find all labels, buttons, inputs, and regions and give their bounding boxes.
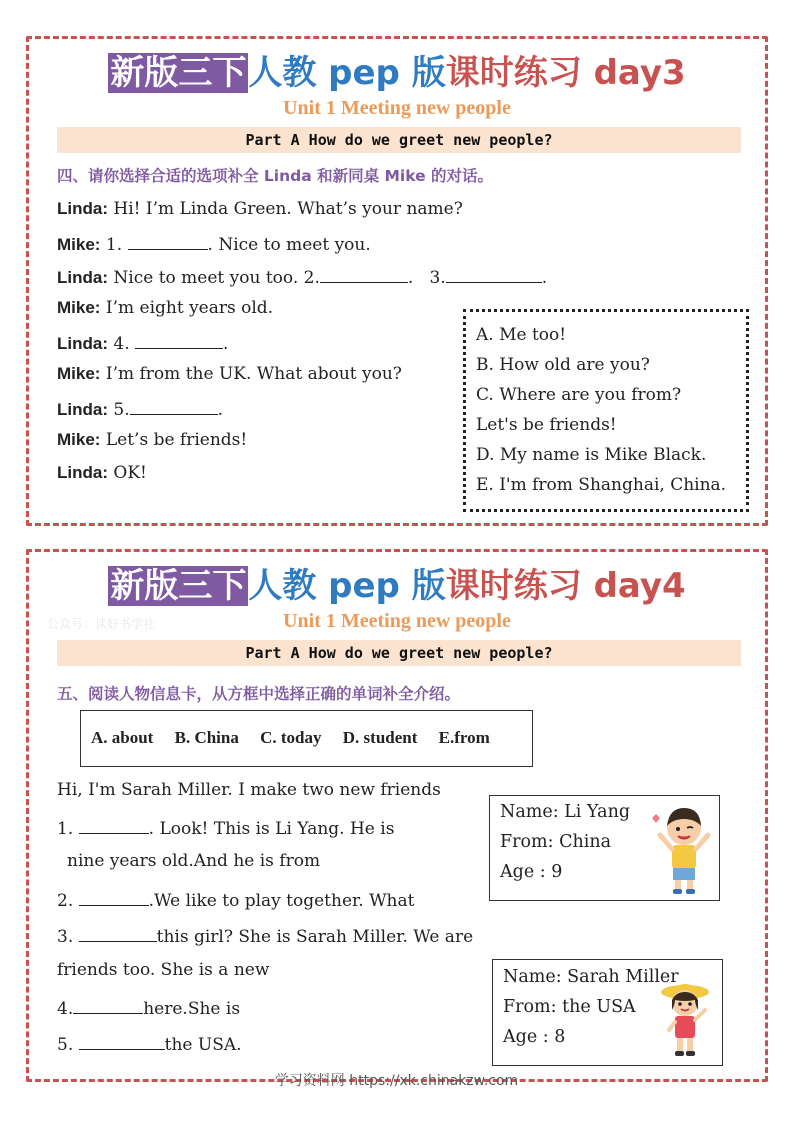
line-text: I’m eight years old. bbox=[105, 298, 274, 318]
line-text: 1. bbox=[105, 235, 123, 255]
info-card-li-yang bbox=[489, 795, 720, 901]
options-box bbox=[463, 309, 749, 512]
dialogue-line bbox=[57, 430, 247, 450]
answer-blank-3[interactable] bbox=[446, 265, 542, 283]
line-text: 5. bbox=[113, 400, 130, 420]
option-item: E. I'm from Shanghai, China. bbox=[476, 475, 727, 495]
dialogue-line bbox=[57, 265, 547, 288]
speaker: Mike: bbox=[57, 364, 101, 383]
info-name: Name: Sarah Miller bbox=[503, 967, 679, 987]
line-text: 2. bbox=[57, 891, 74, 911]
option-item: A. Me too! bbox=[476, 325, 567, 345]
line-text: Let’s be friends! bbox=[105, 430, 248, 450]
dialogue-line bbox=[57, 331, 228, 354]
line-text: 5. bbox=[57, 1035, 74, 1055]
speaker: Linda: bbox=[57, 268, 108, 287]
line-text: OK! bbox=[113, 463, 147, 483]
line-text: . bbox=[217, 400, 224, 420]
passage-line bbox=[57, 996, 240, 1019]
word-option: D. student bbox=[342, 728, 418, 747]
line-text: . 3. bbox=[407, 268, 446, 288]
option-item: Let's be friends! bbox=[476, 415, 617, 435]
day4-card bbox=[26, 549, 768, 1082]
answer-blank-5[interactable] bbox=[79, 1032, 165, 1050]
info-from: From: the USA bbox=[503, 997, 636, 1017]
boy-illustration-icon bbox=[648, 802, 716, 896]
line-text: . bbox=[223, 334, 229, 354]
answer-blank-2[interactable] bbox=[79, 888, 149, 906]
title-highlight: 新版三下 bbox=[110, 53, 247, 93]
speaker: Linda: bbox=[57, 199, 108, 218]
info-from: From: China bbox=[500, 832, 612, 852]
exercise-instruction: 四、请你选择合适的选项补全 Linda 和新同桌 Mike 的对话。 bbox=[57, 167, 494, 185]
line-text: this girl? She is Sarah Miller. We are bbox=[156, 927, 474, 947]
line-text: I’m from the UK. What about you? bbox=[105, 364, 402, 384]
title-edition: 人教 pep 版 bbox=[248, 53, 446, 93]
answer-blank-4[interactable] bbox=[73, 996, 143, 1014]
passage-line bbox=[57, 924, 473, 947]
unit-heading: Unit 1 Meeting new people bbox=[283, 97, 511, 119]
dialogue-line bbox=[57, 364, 402, 384]
info-age: Age : 9 bbox=[500, 862, 563, 882]
footer-watermark: 学习资料网 https://xk.chinakzw.com bbox=[274, 1073, 519, 1089]
answer-blank-5[interactable] bbox=[130, 397, 218, 415]
watermark-text: 公众号：读好书学社 bbox=[47, 617, 156, 631]
line-text: Hi! I’m Linda Green. What’s your name? bbox=[113, 199, 463, 219]
speaker: Mike: bbox=[57, 298, 101, 317]
day3-title bbox=[29, 51, 765, 95]
speaker: Linda: bbox=[57, 463, 108, 482]
option-item: C. Where are you from? bbox=[476, 385, 682, 405]
answer-blank-3[interactable] bbox=[79, 924, 157, 942]
part-heading: Part A How do we greet new people? bbox=[57, 640, 741, 666]
dialogue-line bbox=[57, 397, 223, 420]
girl-illustration-icon bbox=[655, 978, 717, 1062]
speaker: Mike: bbox=[57, 235, 101, 254]
unit-heading: Unit 1 Meeting new people bbox=[283, 610, 511, 632]
answer-blank-1[interactable] bbox=[79, 816, 149, 834]
passage-line bbox=[57, 888, 414, 911]
word-option: B. China bbox=[174, 728, 239, 747]
day3-card bbox=[26, 36, 768, 526]
answer-blank-4[interactable] bbox=[135, 331, 223, 349]
speaker: Mike: bbox=[57, 430, 101, 449]
dialogue-line bbox=[57, 463, 147, 483]
dialogue-line bbox=[57, 232, 371, 255]
answer-blank-2[interactable] bbox=[320, 265, 408, 283]
line-text: . Nice to meet you. bbox=[207, 235, 371, 255]
line-text: the USA. bbox=[164, 1035, 242, 1055]
line-text: 1. bbox=[57, 819, 74, 839]
info-name: Name: Li Yang bbox=[500, 802, 631, 822]
passage-line: nine years old.And he is from bbox=[67, 851, 321, 871]
speaker: Linda: bbox=[57, 334, 108, 353]
info-age: Age : 8 bbox=[503, 1027, 566, 1047]
line-text: 4. bbox=[113, 334, 130, 354]
day4-title bbox=[29, 564, 765, 608]
line-text: here.She is bbox=[143, 999, 241, 1019]
line-text: 3. bbox=[57, 927, 74, 947]
title-lesson: 课时练习 day3 bbox=[445, 53, 686, 93]
passage-line bbox=[57, 1032, 242, 1055]
info-card-sarah-miller bbox=[492, 959, 723, 1066]
exercise-instruction: 五、阅读人物信息卡，从方框中选择正确的单词补全介绍。 bbox=[57, 685, 461, 703]
word-option: A. about bbox=[91, 728, 154, 747]
dialogue-line bbox=[57, 298, 273, 318]
word-bank bbox=[80, 710, 533, 767]
passage-line: friends too. She is a new bbox=[57, 960, 270, 980]
speaker: Linda: bbox=[57, 400, 108, 419]
title-lesson: 课时练习 day4 bbox=[445, 566, 686, 606]
option-item: B. How old are you? bbox=[476, 355, 650, 375]
title-highlight: 新版三下 bbox=[110, 566, 247, 606]
line-text: Nice to meet you too. 2. bbox=[113, 268, 320, 288]
option-item: D. My name is Mike Black. bbox=[476, 445, 707, 465]
line-text: . Look! This is Li Yang. He is bbox=[148, 819, 395, 839]
answer-blank-1[interactable] bbox=[128, 232, 208, 250]
dialogue-line bbox=[57, 199, 463, 219]
title-edition: 人教 pep 版 bbox=[248, 566, 446, 606]
passage-line bbox=[57, 816, 394, 839]
line-text: 4. bbox=[57, 999, 74, 1019]
passage-line: Hi, I'm Sarah Miller. I make two new friends bbox=[57, 780, 441, 800]
line-text: .We like to play together. What bbox=[148, 891, 415, 911]
word-option: C. today bbox=[260, 728, 322, 747]
word-option: E.from bbox=[438, 728, 490, 747]
line-text: . bbox=[541, 268, 548, 288]
part-heading: Part A How do we greet new people? bbox=[57, 127, 741, 153]
